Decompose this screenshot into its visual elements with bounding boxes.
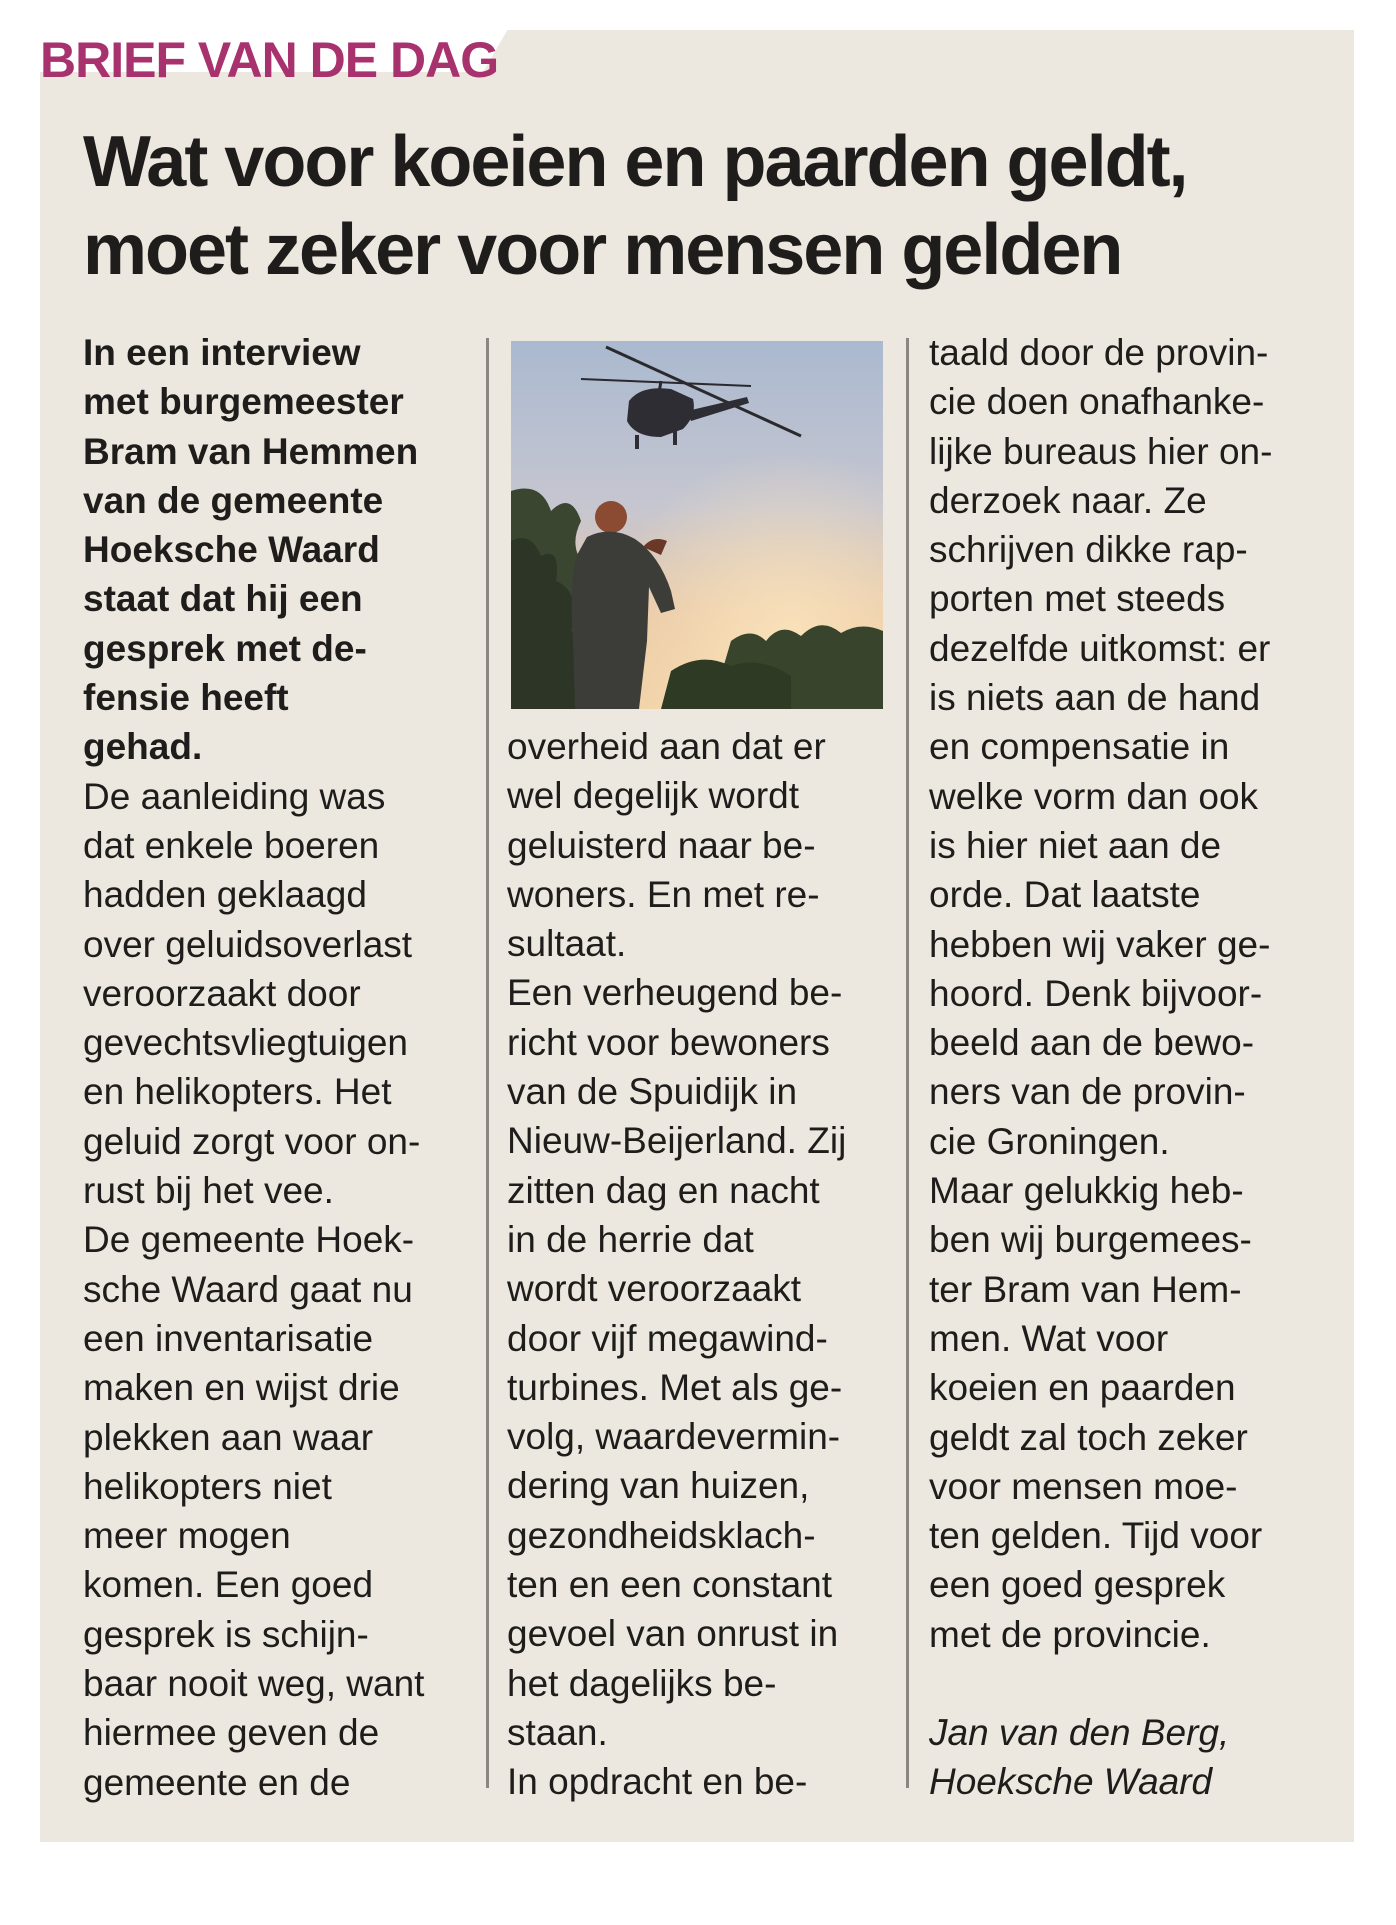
headline	[83, 118, 1323, 294]
body-text-column-2: overheid aan dat er wel degelijk wordt geluisterd naar be- woners. En met re- sultaat. Een verheugend be- richt voor bewoners van de Spuidijk in Nieuw-Beijerland. Zij zitten dag en nacht in de herrie dat wordt veroorzaakt door vijf megawind- turbines. Met als ge- volg, waardevermin- dering van huizen, gezondheidsklach- ten en een constant gevoel van onrust in het dagelijks be- staan. In opdracht en be-	[507, 726, 847, 1803]
column-1	[83, 328, 483, 1807]
column-divider	[486, 338, 489, 1788]
helicopter-photo	[511, 341, 883, 709]
author-signature: Jan van den Berg, Hoeksche Waard	[929, 1712, 1230, 1803]
intro-paragraph: In een interview met burgemeester Bram van Hemmen van de gemeente Hoeksche Waard staat dat hij een gesprek met de- fensie heeft gehad.	[83, 332, 419, 768]
helicopter-photo-illustration	[511, 341, 883, 709]
column-3	[929, 328, 1329, 1807]
body-text-column-3: taald door de provin- cie doen onafhanke- lijke bureaus hier on- derzoek naar. Ze schrijven dikke rap- porten met steeds dezelfde uitkomst: er is niets aan de hand en compensatie in welke vorm dan ook is hier niet aan de orde. Dat laatste hebben wij vaker ge- hoord. Denk bijvoor- beeld aan de bewo- ners van de provin- cie Groningen. Maar gelukkig heb- ben wij burgemees- ter Bram van Hem- men. Wat voor koeien en paarden geldt zal toch zeker voor mensen moe- ten gelden. Tijd voor een goed gesprek met de provincie.	[929, 332, 1273, 1655]
section-kicker: BRIEF VAN DE DAG	[40, 32, 499, 88]
body-text-column-1: De aanleiding was dat enkele boeren hadden geklaagd over geluidsoverlast veroorzaakt door gevechtsvliegtuigen en helikopters. Het geluid zorgt voor on- rust bij het vee. De gemeente Hoek- sche Waard gaat nu een inventarisatie maken en wijst drie plekken aan waar helikopters niet meer mogen komen. Een goed gesprek is schijn- baar nooit weg, want hiermee geven de gemeente en de	[83, 775, 425, 1803]
spacer	[929, 1659, 1329, 1708]
column-divider	[906, 338, 909, 1788]
column-2	[507, 722, 907, 1807]
headline-text: Wat voor koeien en paarden geldt, moet zeker voor mensen gelden	[83, 122, 1187, 290]
